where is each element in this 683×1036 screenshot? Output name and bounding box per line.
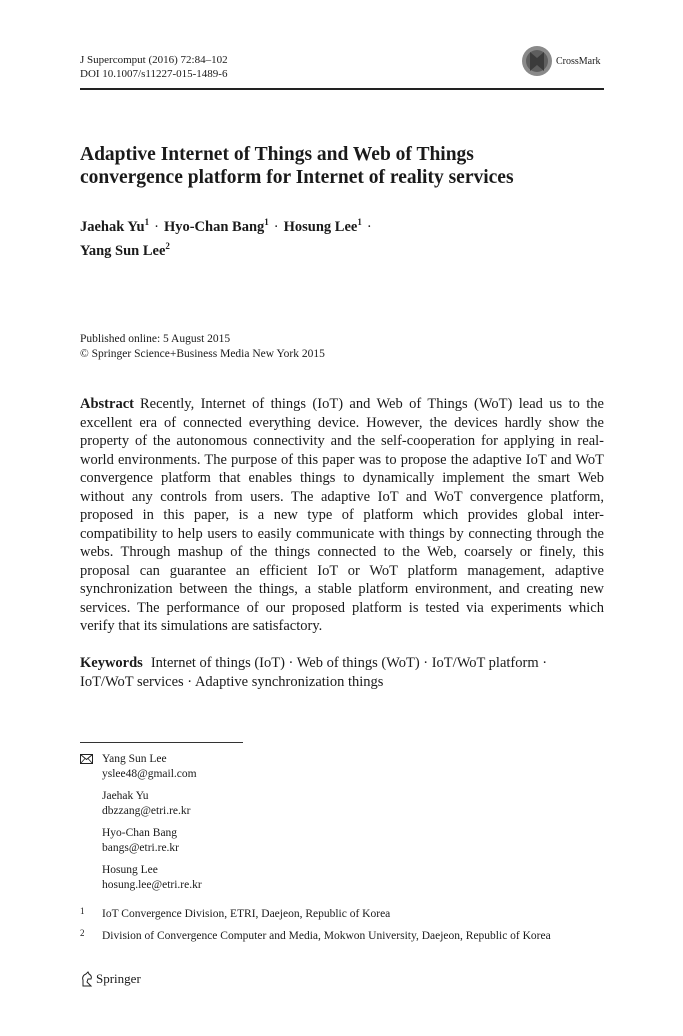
envelope-icon [80,754,93,764]
journal-info [80,53,228,81]
author-name: Yang Sun Lee [80,242,166,259]
copyright-line: © Springer Science+Business Media New York 2015 [80,348,325,360]
contact-name: Yang Sun Lee [102,753,167,765]
published-date: Published online: 5 August 2015 [80,333,231,345]
author-separator: · [366,218,372,235]
doi[interactable]: DOI 10.1007/s11227-015-1489-6 [80,68,228,80]
author-separator: · [273,218,279,235]
contact-email[interactable]: hosung.lee@etri.re.kr [102,879,202,891]
contact-entry [80,826,202,856]
contact-list [80,752,202,900]
crossmark-label: CrossMark [556,55,601,67]
affiliation-list [80,907,610,951]
header-rule [80,88,604,90]
contact-email[interactable]: dbzzang@etri.re.kr [102,805,191,817]
publication-info [80,332,325,362]
author-separator: · [154,218,159,235]
author-list [80,213,610,261]
affiliation-number: 2 [80,928,85,938]
affiliation-text: IoT Convergence Division, ETRI, Daejeon, Republic of Korea [102,908,391,920]
keywords-heading: Keywords [80,655,143,671]
affiliation-entry [80,907,610,922]
contact-email[interactable]: bangs@etri.re.kr [102,842,180,854]
affiliation-number: 1 [80,906,85,916]
journal-citation: J Supercomput (2016) 72:84–102 [80,54,228,66]
contact-entry [80,789,202,819]
contact-name: Hosung Lee [102,864,158,876]
author-name: Hyo-Chan Bang [163,218,265,235]
author-name: Hosung Lee [283,218,358,235]
title-line-2: convergence platform for Internet of reality services [80,167,514,188]
author-affil-mark: 1 [264,217,269,227]
author-name: Jaehak Yu [80,218,145,235]
article-title [80,143,610,189]
keywords-section [80,654,604,691]
contact-entry [80,752,202,782]
abstract-text: Recently, Internet of things (IoT) and Web of Things (WoT) lead us to the excellent era of connected everything device. However, the devices hardly show the property of the autonomous connectivity and the self-cooperation for applying in real-world environments. The purpose of this paper was to propose the adaptive IoT and WoT convergence platform that enables things to dynamically implement the smart Web without any controls from users. The adaptive IoT and WoT convergence platform, proposed in this paper, is a new type of platform which provides global inter-compatibility to help users to easily communicate with things by connecting through the webs. Through mashup of the things connected to the Web, coarsely or finely, this proposal can guarantee an efficient IoT or WoT platform management, adaptive synchronization between the things, a stable platform environment, and creating new services. The performance of our proposed platform is tested via experiments which verify that its simulations are satisfactory. [80,396,604,634]
author-affil-mark: 1 [357,217,362,227]
contact-name: Hyo-Chan Bang [102,827,178,839]
contact-name: Jaehak Yu [102,790,149,802]
crossmark-icon [521,45,553,77]
affiliation-entry [80,929,610,944]
abstract-section [80,395,604,636]
contact-email[interactable]: yslee48@gmail.com [102,768,197,780]
crossmark-badge[interactable] [521,45,600,77]
contact-entry [80,863,202,893]
publisher-logo [80,971,141,987]
keywords-text: Internet of things (IoT) · Web of things (WoT) · IoT/WoT platform · IoT/WoT services · Adaptive synchronization things [80,655,548,690]
author-affil-mark: 2 [165,240,170,251]
author-affil-mark: 1 [144,217,150,227]
title-line-1: Adaptive Internet of Things and Web of Things [80,144,474,165]
publisher-name: Springer [96,971,141,986]
abstract-heading: Abstract [80,396,134,412]
footnote-rule [80,742,243,743]
springer-horse-icon [80,971,94,987]
affiliation-text: Division of Convergence Computer and Media, Mokwon University, Daejeon, Republic of Korea [102,930,551,942]
